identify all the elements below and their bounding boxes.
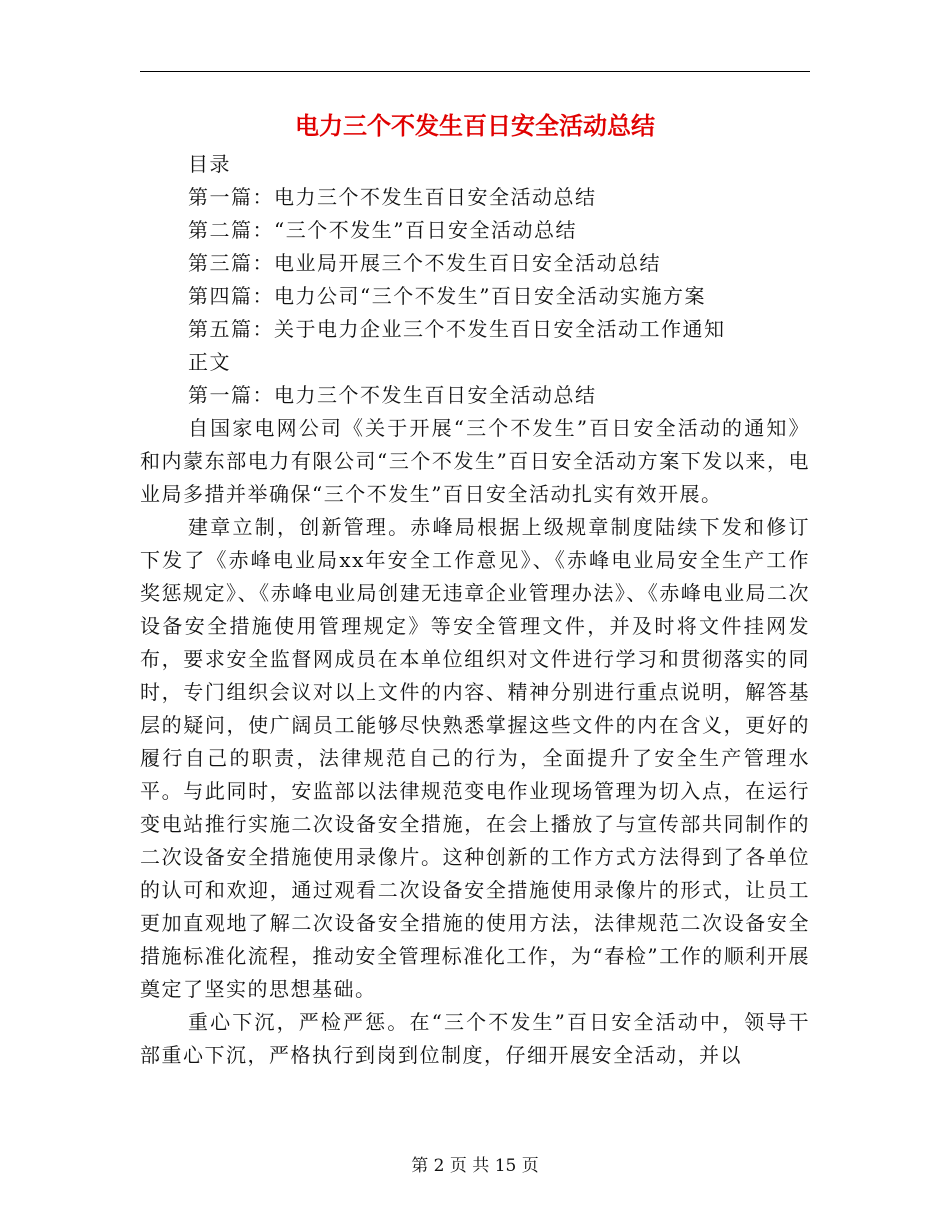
body-heading: 正文 <box>188 350 231 374</box>
document-title: 电力三个不发生百日安全活动总结 <box>295 112 655 140</box>
paragraph: 重心下沉，严检严惩。在“三个不发生”百日安全活动中，领导干部重心下沉，严格执行到岗到位制度，仔细开展安全活动，并以 <box>140 1010 810 1067</box>
document-body <box>140 148 810 1072</box>
toc-item: 第一篇：电力三个不发生百日安全活动总结 <box>188 185 597 209</box>
toc-heading: 目录 <box>188 152 231 176</box>
paragraph: 自国家电网公司《关于开展“三个不发生”百日安全活动的通知》和内蒙东部电力有限公司“三个不发生”百日安全活动方案下发以来，电业局多措并举确保“三个不发生”百日安全活动扎实有效开展。 <box>140 416 810 506</box>
section-heading: 第一篇：电力三个不发生百日安全活动总结 <box>188 383 597 407</box>
header-rule <box>140 71 810 72</box>
toc-item: 第五篇：关于电力企业三个不发生百日安全活动工作通知 <box>188 317 726 341</box>
paragraph: 建章立制，创新管理。赤峰局根据上级规章制度陆续下发和修订下发了《赤峰电业局xx年安全工作意见》、《赤峰电业局安全生产工作奖惩规定》、《赤峰电业局创建无违章企业管理办法》、《赤峰电业局二次设备安全措施使用管理规定》等安全管理文件，并及时将文件挂网发布，要求安全监督网成员在本单位组织对文件进行学习和贯彻落实的同时，专门组织会议对以上文件的内容、精神分别进行重点说明，解答基层的疑问，使广阔员工能够尽快熟悉掌握这些文件的内在含义，更好的履行自己的职责，法律规范自己的行为，全面提升了安全生产管理水平。与此同时，安监部以法律规范变电作业现场管理为切入点，在运行变电站推行实施二次设备安全措施，在会上播放了与宣传部共同制作的二次设备安全措施使用录像片。这种创新的工作方式方法得到了各单位的认可和欢迎，通过观看二次设备安全措施使用录像片的形式，让员工更加直观地了解二次设备安全措施的使用方法，法律规范二次设备安全措施标准化流程，推动安全管理标准化工作，为“春检”工作的顺利开展奠定了坚实的思想基础。 <box>140 515 810 1001</box>
toc-item: 第二篇：“三个不发生”百日安全活动总结 <box>188 218 577 242</box>
toc-item: 第三篇：电业局开展三个不发生百日安全活动总结 <box>188 251 661 275</box>
toc-item: 第四篇：电力公司“三个不发生”百日安全活动实施方案 <box>188 284 706 308</box>
page-footer: 第 2 页 共 15 页 <box>411 1156 539 1176</box>
